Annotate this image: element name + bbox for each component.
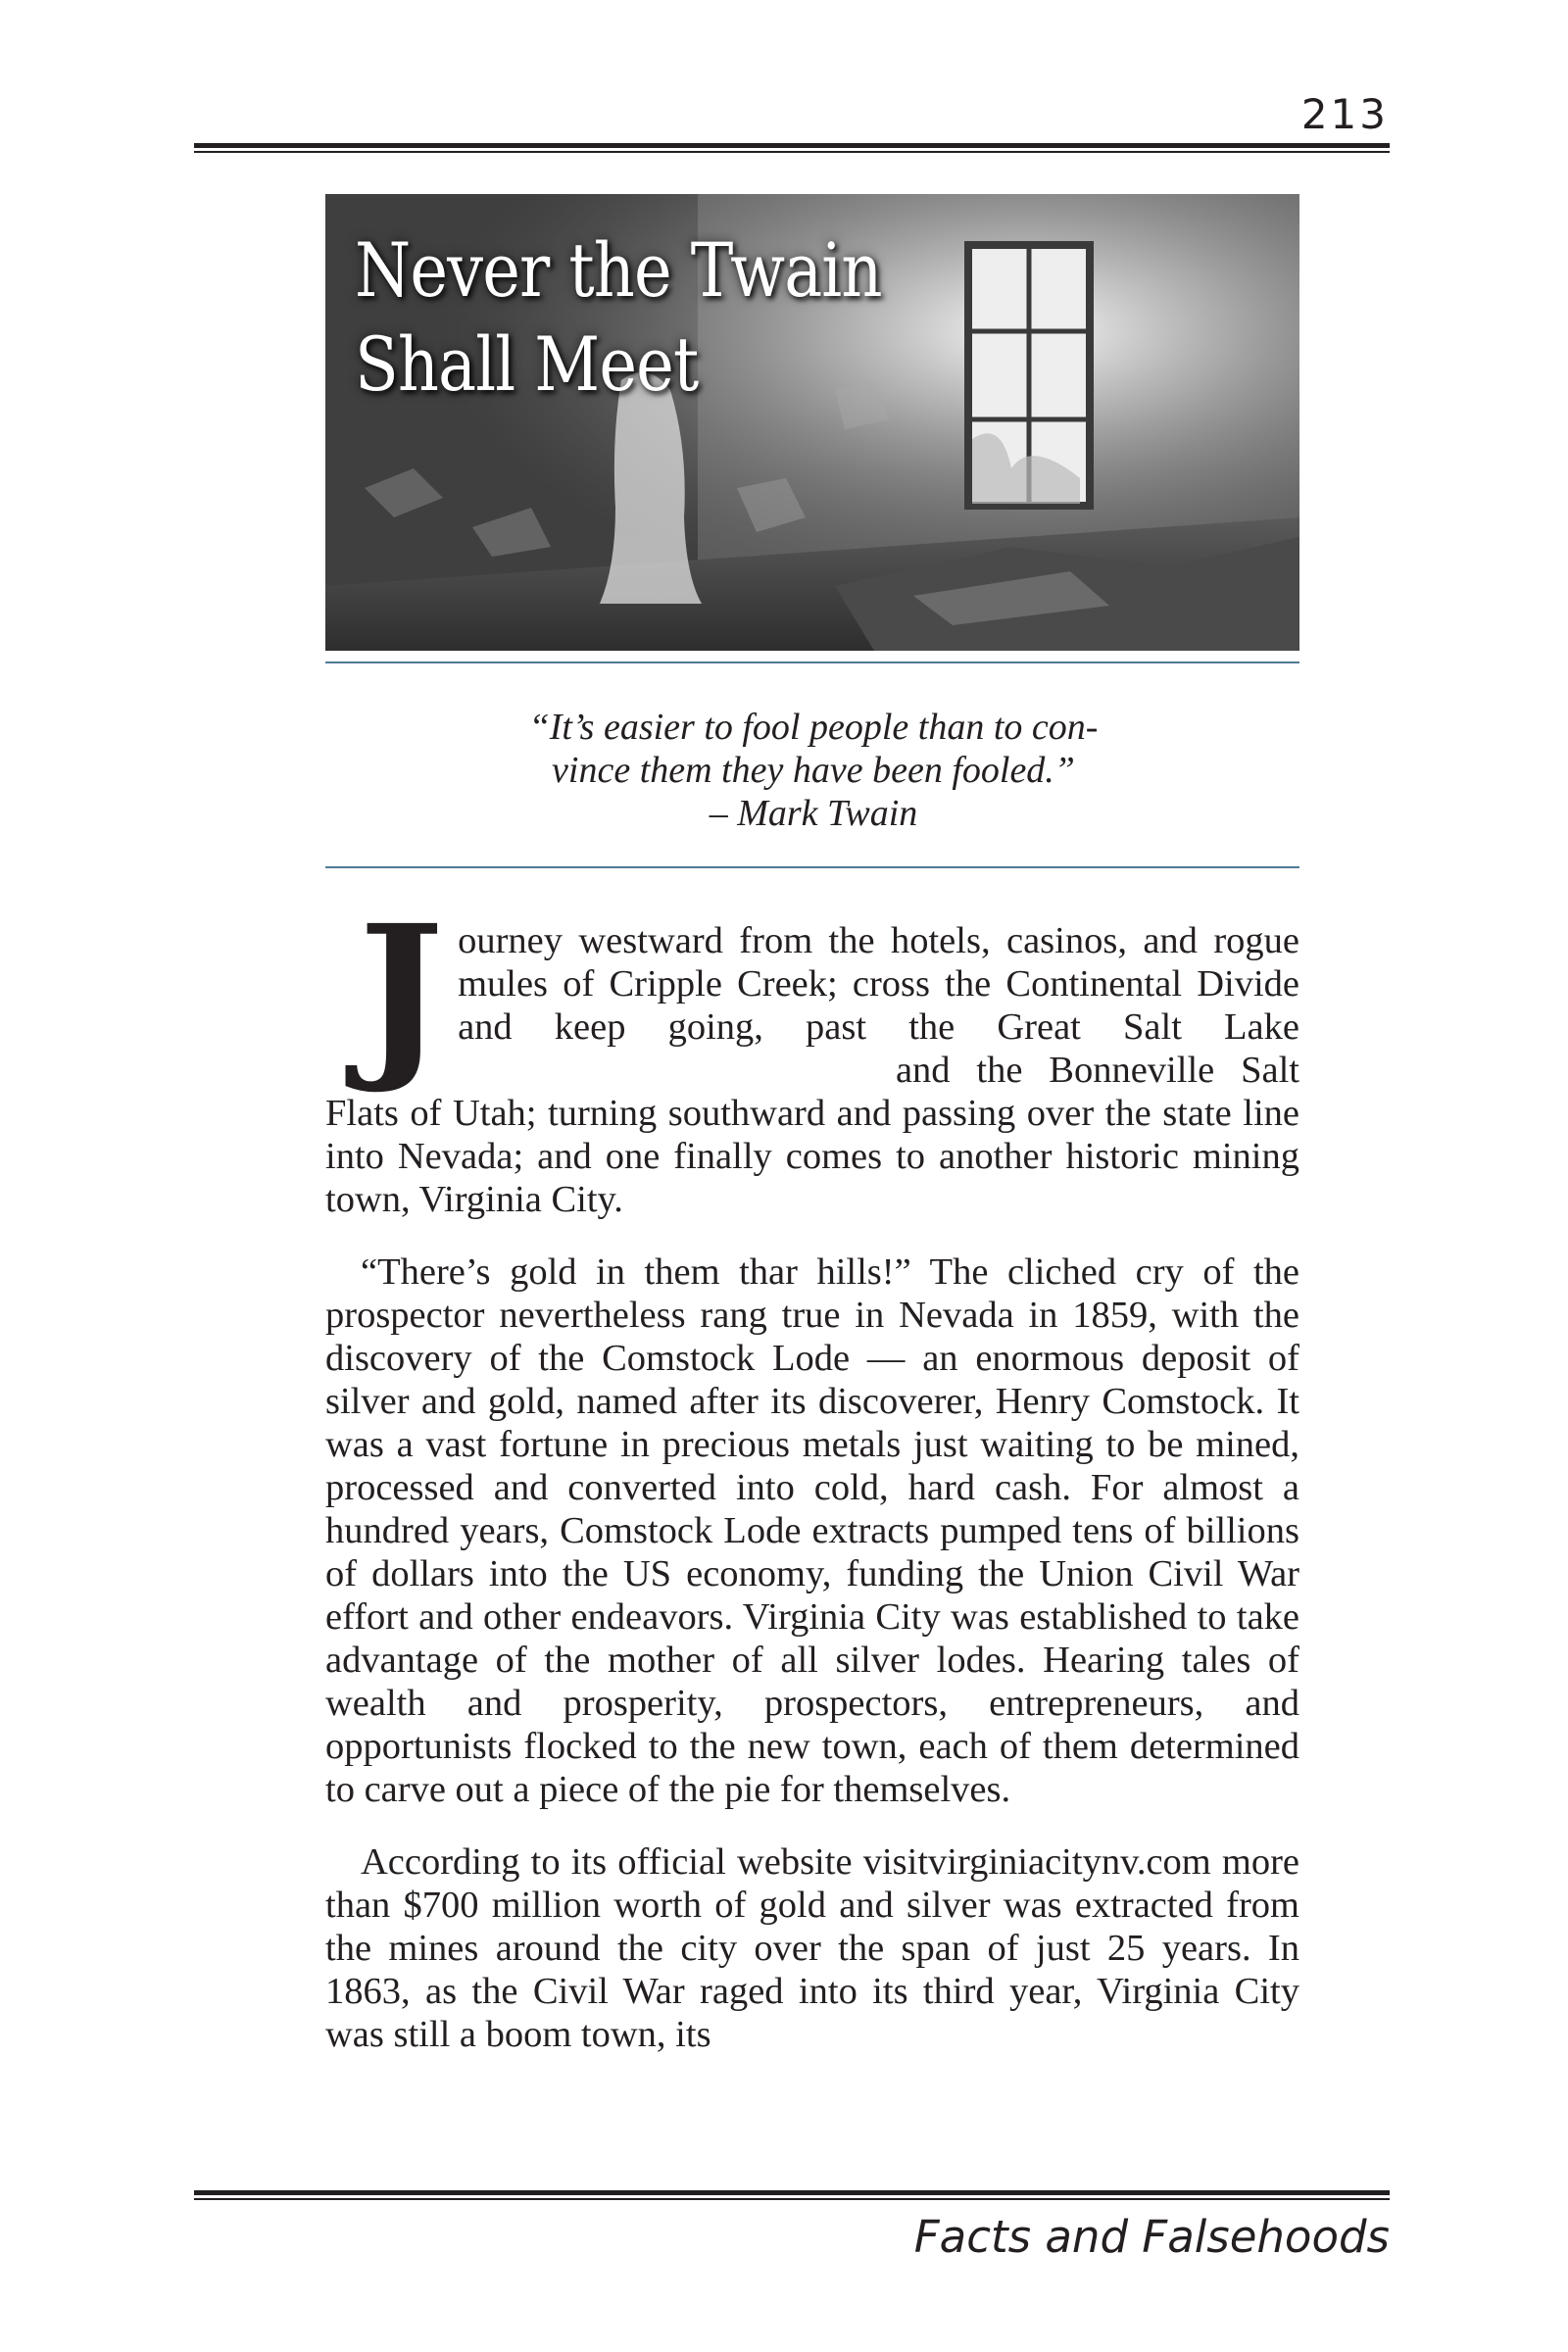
paragraph-2: “There’s gold in them thar hills!” The cliched cry of the prospector nevertheless rang true in Nevada in 1859, with the discovery of the Comstock Lode — an enormous deposit of silver and gold, named after its discoverer, Henry Comstock. It was a vast fortune in precious metals just waiting to be mined, processed and converted into cold, hard cash. For almost a hundred years, Comstock Lode extracts pumped tens of billions of dollars into the US economy, funding the Union Civil War effort and other endeavors. Virginia City was established to take advantage of the mother of all silver lodes. Hearing tales of wealth and prosperity, prospectors, entrepreneurs, and opportunists flocked to the new town, each of them determined to carve out a piece of the pie for themselves. (325, 1251, 1299, 1810)
epigraph (510, 706, 1117, 835)
header-rule (194, 143, 1390, 153)
paragraph-1 (325, 886, 1299, 1221)
epigraph-top-rule (325, 662, 1299, 663)
epigraph-quote-line-1: “It’s easier to fool people than to con- (528, 707, 1099, 748)
page-number: 213 (1300, 90, 1389, 138)
drop-cap: J (359, 886, 445, 1098)
chapter-title: Never the Twain Shall Meet (355, 226, 882, 408)
body-text (325, 886, 1299, 2085)
epigraph-attribution: – Mark Twain (709, 793, 918, 834)
epigraph-bottom-rule (325, 866, 1299, 868)
epigraph-quote-line-2: vince them they have been fooled.” (552, 750, 1075, 791)
chapter-header-image (325, 194, 1299, 651)
footer-book-title: Facts and Falsehoods (913, 2211, 1390, 2263)
paragraph-1-part-1: ourney westward from the hotels, casinos, and rogue mules of Cripple Creek; cross the Continental Divide and keep going, past the Great Salt Lake (458, 920, 1299, 1048)
paragraph-1-part-2: and the Bonneville Salt Flats of Utah; turning southward and passing over the state line into Nevada; and one finally comes to another historic mining town, Virginia City. (325, 1050, 1299, 1220)
paragraph-3: According to its official website visitvirginiacitynv.com more than $700 million worth of gold and silver was extracted from the mines around the city over the span of just 25 years. In 1863, as the Civil War raged into its third year, Virginia City was still a boom town, its (325, 1841, 1299, 2055)
footer-rule (194, 2190, 1390, 2200)
